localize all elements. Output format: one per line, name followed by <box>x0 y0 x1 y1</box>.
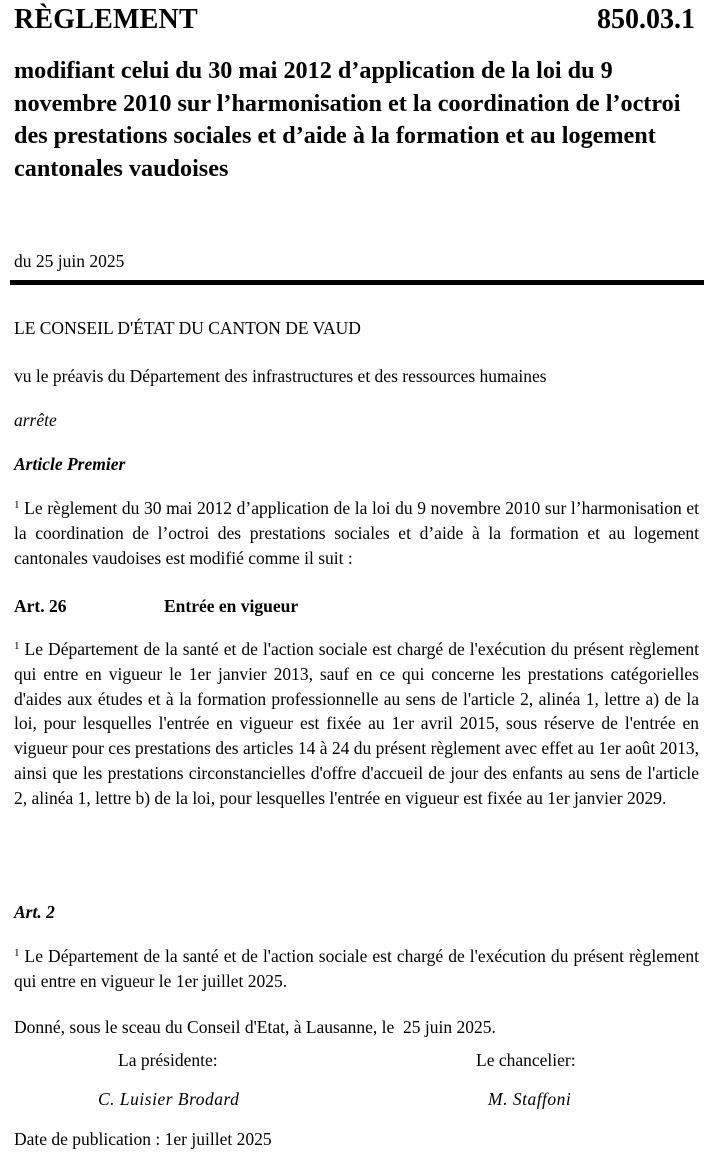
president-title: La présidente: <box>118 1050 218 1070</box>
document-number: 850.03.1 <box>597 4 695 35</box>
art-2-paragraph <box>14 944 699 994</box>
art-2-text: Le Département de la santé et de l'action sociale est chargé de l'exécution du présent règlement qui entre en vigueur le 1er juillet 2025. <box>14 946 699 991</box>
article-1-alinea-number: 1 <box>14 499 20 511</box>
document-title: modifiant celui du 30 mai 2012 d’application de la loi du 9 novembre 2010 sur l’harmonisation et la coordination de l’octroi des prestations sociales et d’aide à la formation et au logement cantonales vaudoises <box>14 57 681 182</box>
publication-date: Date de publication : 1er juillet 2025 <box>14 1129 272 1149</box>
document-date: du 25 juin 2025 <box>14 251 125 271</box>
given-statement: Donné, sous le sceau du Conseil d'Etat, à Lausanne, le 25 juin 2025. <box>14 1017 496 1037</box>
art-26-paragraph <box>14 637 699 811</box>
art-26-number: Art. 26 <box>14 596 67 616</box>
authority: LE CONSEIL D'ÉTAT DU CANTON DE VAUD <box>14 318 361 338</box>
art-26-title: Entrée en vigueur <box>164 596 299 616</box>
article-1-heading: Article Premier <box>14 454 126 474</box>
header-divider <box>10 280 704 285</box>
art-26-alinea-number: 1 <box>14 640 20 652</box>
arrete: arrête <box>14 410 57 430</box>
article-1-text: Le règlement du 30 mai 2012 d’application de la loi du 9 novembre 2010 sur l’harmonisation et la coordination de l’octroi des prestations sociales et d’aide à la formation et au logement cantonales vaudoises est modifié comme il suit : <box>14 498 699 568</box>
chancellor-name: M. Staffoni <box>488 1089 572 1109</box>
article-1-paragraph <box>14 496 699 570</box>
chancellor-title: Le chancelier: <box>476 1050 576 1070</box>
president-name: C. Luisier Brodard <box>98 1089 240 1109</box>
art-2-alinea-number: 1 <box>14 947 20 959</box>
art-26-text: Le Département de la santé et de l'action sociale est chargé de l'exécution du présent règlement qui entre en vigueur le 1er janvier 2013, sauf en ce qui concerne les prestations catégorielles d'aides aux études et à la formation professionnelle au sens de l'article 2, alinéa 1, lettre a) de la loi, pour lesquelles l'entrée en vigueur est fixée au 1er avril 2015, sous réserve de l'entrée en vigueur pour ces prestations des articles 14 à 24 du présent règlement avec effet au 1er août 2013, ainsi que les prestations circonstancielles d'offre d'accueil de jour des enfants au sens de l'article 2, alinéa 1, lettre b) de la loi, pour lesquelles l'entrée en vigueur est fixée au 1er janvier 2029. <box>14 639 699 808</box>
document-type: RÈGLEMENT <box>14 4 198 35</box>
preavis: vu le préavis du Département des infrastructures et des ressources humaines <box>14 366 547 386</box>
art-2-heading: Art. 2 <box>14 902 55 922</box>
